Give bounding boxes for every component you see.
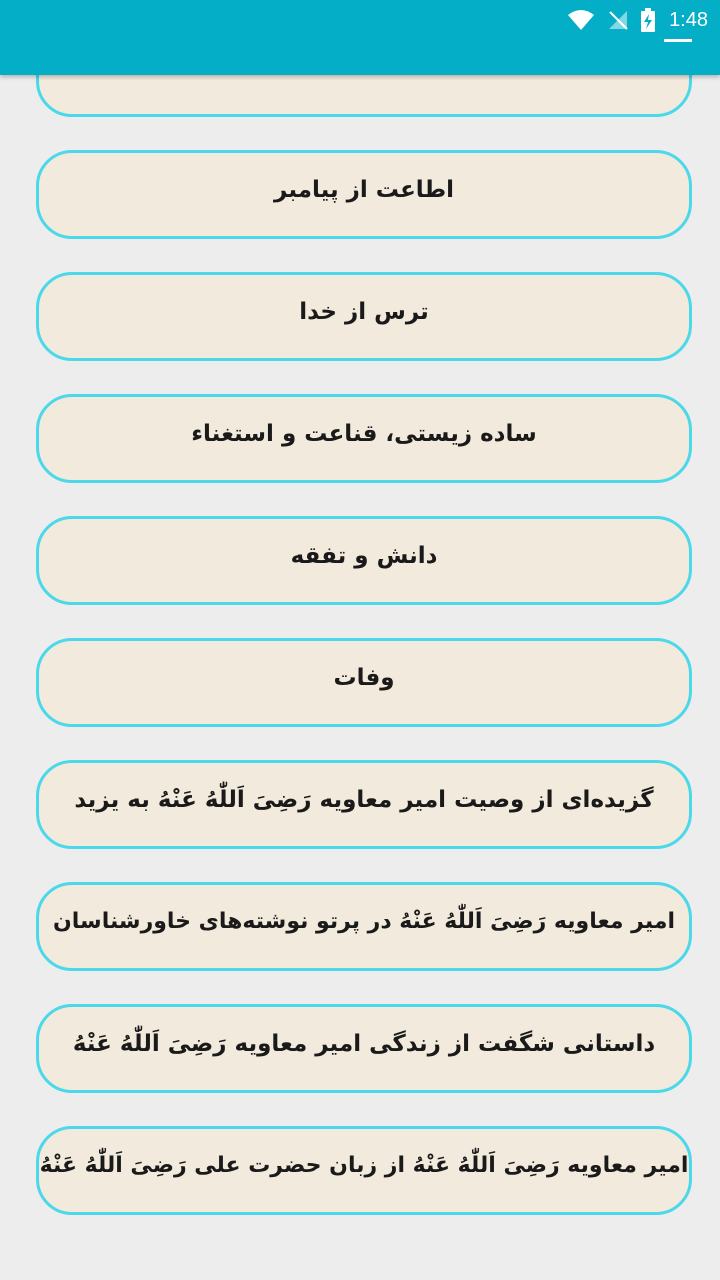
list-item-label: ساده زیستی، قناعت و استغناء [191,420,537,447]
app-bar [0,0,720,75]
list-item-label: وفات [333,664,395,691]
list-item-label: دانش و تفقه [290,542,438,569]
no-signal-icon [607,9,629,31]
tab-indicator [664,39,692,42]
list-item[interactable] [36,516,692,605]
list-item-label: داستانی شگفت از زندگی امیر معاویه رَضِیَ اَللّٰهُ عَنْهُ [72,1030,656,1057]
list-item[interactable] [36,760,692,849]
wifi-icon [567,9,595,31]
list-item[interactable] [36,1004,692,1093]
list-item[interactable] [36,150,692,239]
list-item-label: اطاعت از پیامبر [274,176,454,203]
battery-charging-icon [641,8,655,32]
list-item[interactable] [36,1126,692,1215]
list-item[interactable] [36,394,692,483]
clock: 1:48 [669,8,708,31]
list-item[interactable] [36,882,692,971]
list-item-label: امیر معاویه رَضِیَ اَللّٰهُ عَنْهُ از زبان حضرت علی رَضِیَ اَللّٰهُ عَنْهُ [39,1153,689,1178]
status-bar [567,6,708,34]
list-item-label: امیر معاویه رَضِیَ اَللّٰهُ عَنْهُ در پرتو نوشته‌های خاورشناسان [53,909,675,934]
list-item[interactable] [36,272,692,361]
list-item[interactable] [36,638,692,727]
list-item-label: ترس از خدا [299,298,429,325]
list-item-label: گزیده‌ای از وصیت امیر معاویه رَضِیَ اَللّٰهُ عَنْهُ به یزید [74,786,654,813]
